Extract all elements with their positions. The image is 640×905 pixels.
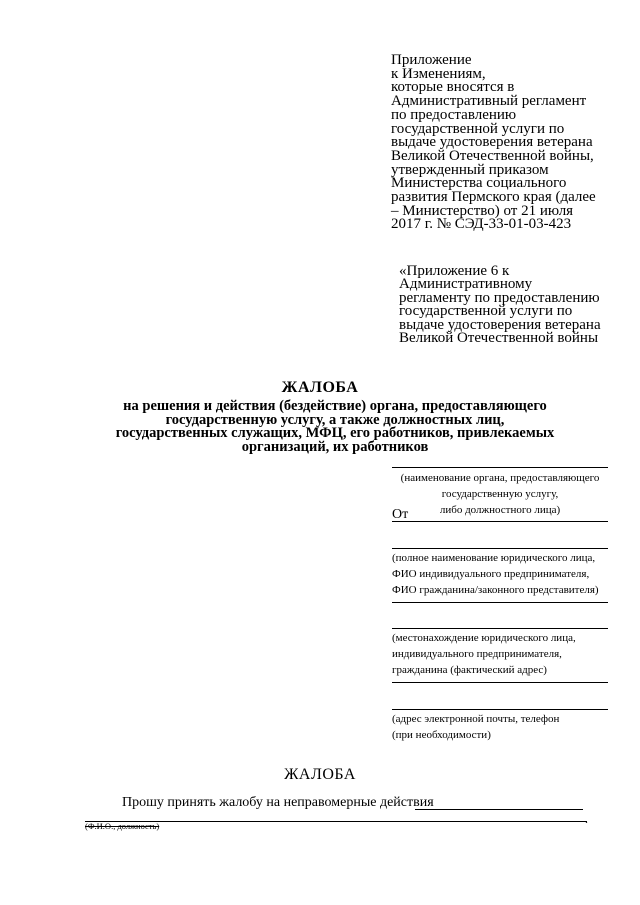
caption-line: (наименование органа, предоставляющего [400, 472, 600, 484]
subtitle-line: на решения и действия (бездействие) органа, предоставляющего [123, 398, 547, 414]
applicant-caption [392, 550, 599, 598]
organ-field-line[interactable] [392, 467, 608, 468]
appendix-line: государственной услуги по [391, 120, 565, 137]
caption-line: (адрес электронной почты, телефон [392, 713, 560, 725]
appendix6-header [399, 265, 634, 345]
caption-line: (полное наименование юридического лица, [392, 552, 596, 564]
appendix-line: развития Пермского края (далее [391, 189, 596, 206]
contact-caption [392, 711, 559, 743]
from-field-line[interactable] [392, 521, 608, 522]
end-mark: . [585, 812, 588, 826]
caption-line: гражданина (фактический адрес) [392, 664, 547, 676]
caption-line: ФИО гражданина/законного представителя) [392, 584, 599, 596]
request-field-line[interactable] [415, 809, 583, 810]
appendix-line: Административный регламент [391, 93, 587, 110]
caption-line: (при необходимости) [392, 729, 491, 741]
appendix-line: Приложение [391, 52, 472, 68]
subtitle-line: организаций, их работников [241, 438, 429, 455]
request-text: Прошу принять жалобу на неправомерные действия [122, 795, 434, 810]
appendix-line: – Министерство) от 21 июля [391, 202, 574, 219]
complaint-title: ЖАЛОБА [284, 766, 356, 783]
appendix6-line: выдаче удостоверения ветерана [399, 316, 601, 333]
caption-line: индивидуального предпринимателя, [392, 648, 562, 660]
document-title: ЖАЛОБА [281, 379, 359, 396]
caption-line: государственную услугу, [441, 488, 559, 500]
location-field-line[interactable] [392, 628, 608, 629]
appendix6-line: государственной услуги по [399, 303, 573, 320]
appendix-line: 2017 г. № СЭД-33-01-03-423 [391, 216, 572, 233]
subtitle-line: государственную услугу, а также должностных лиц, [165, 411, 505, 428]
appendix6-line: Великой Отечественной войны [399, 330, 599, 347]
location-extra-line[interactable] [392, 682, 608, 683]
appendix6-line: регламенту по предоставлению [399, 289, 600, 306]
appendix-line: к Изменениям, [391, 65, 486, 82]
fio-field-line[interactable] [85, 821, 587, 822]
organ-caption [392, 470, 608, 518]
appendix-line: Великой Отечественной войны, [391, 147, 594, 164]
contact-field-line[interactable] [392, 709, 608, 710]
appendix-line: которые вносятся в [391, 79, 515, 96]
appendix-line: утвержденный приказом [391, 161, 549, 178]
appendix6-line: «Приложение 6 к [399, 263, 510, 279]
caption-line: (местонахождение юридического лица, [392, 632, 576, 644]
applicant-extra-line[interactable] [392, 602, 608, 603]
document-subtitle [100, 400, 570, 454]
applicant-field-line[interactable] [392, 548, 608, 549]
fio-caption: (Ф.И.О., должность) [85, 821, 160, 831]
from-label: От [392, 507, 409, 522]
appendix-line: Министерства социального [391, 175, 567, 192]
appendix6-line: Административному [399, 276, 533, 293]
appendix-line: по предоставлению [391, 106, 517, 123]
caption-line: ФИО индивидуального предпринимателя, [392, 568, 590, 580]
appendix-line: выдаче удостоверения ветерана [391, 134, 593, 151]
caption-line: либо должностного лица) [439, 504, 561, 516]
appendix-header [391, 54, 631, 232]
subtitle-line: государственных служащих, МФЦ, его работников, привлекаемых [115, 425, 555, 441]
location-caption [392, 630, 576, 678]
